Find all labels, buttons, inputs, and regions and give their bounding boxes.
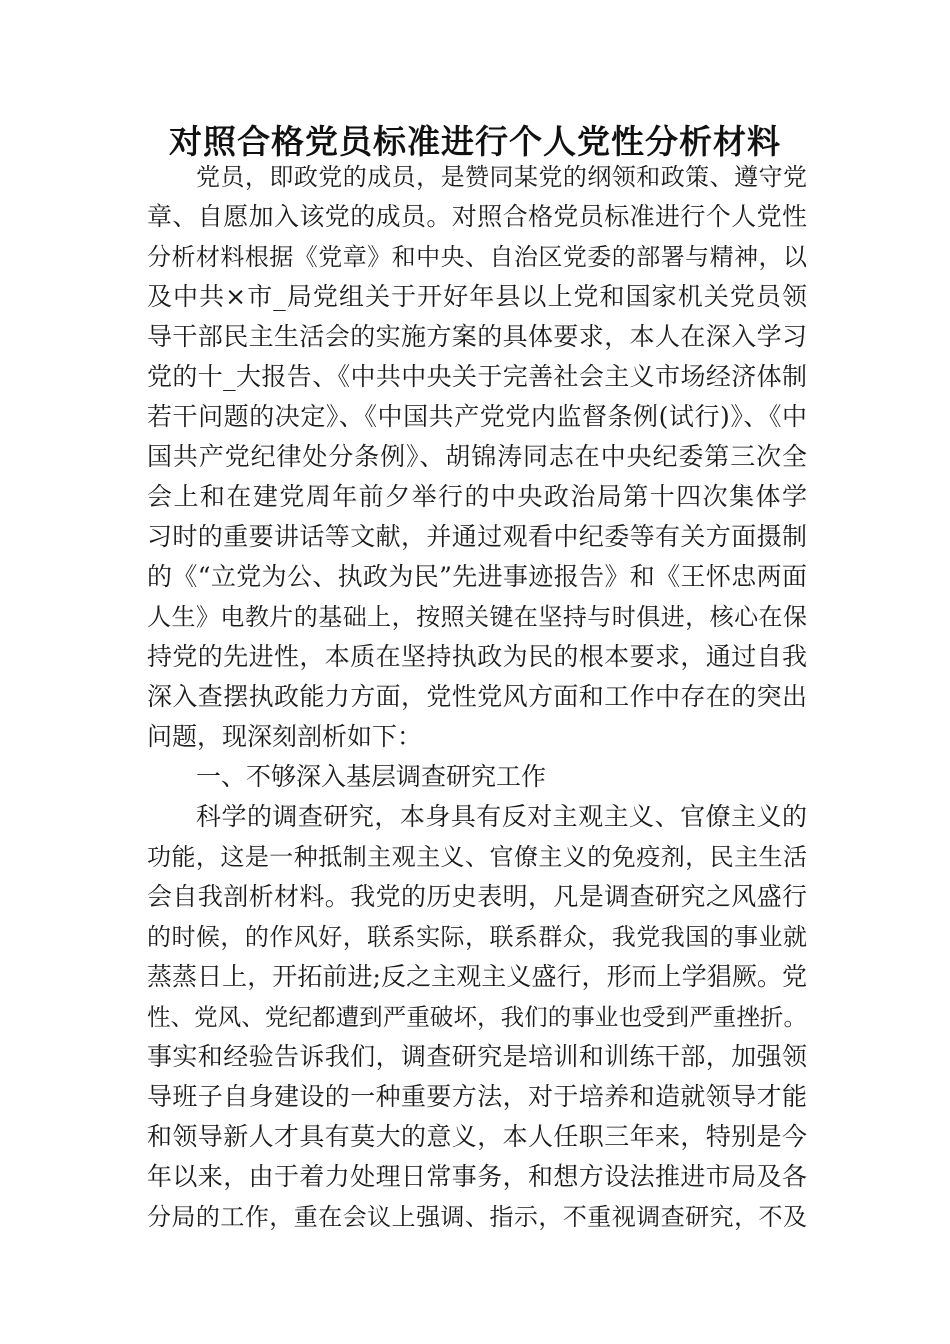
section-heading: 一、不够深入基层调查研究工作 (196, 762, 547, 791)
body-line: 事实和经验告诉我们，调查研究是培训和训练干部，加强领 (147, 1042, 807, 1071)
body-line: 问题，现深刻剖析如下： (147, 722, 423, 751)
body-line: 党员，即政党的成员，是赞同某党的纲领和政策、遵守党 (196, 163, 807, 191)
body-line: 的时候，的作风好，联系实际，联系群众，我党我国的事业就 (147, 923, 807, 951)
body-line: 性、党风、党纪都遭到严重破坏，我们的事业也受到严重挫折。 (147, 1003, 807, 1031)
body-line: 习时的重要讲话等文献，并通过观看中纪委等有关方面摄制 (147, 522, 807, 551)
body-line: 分局的工作，重在会议上强调、指示，不重视调查研究，不及 (147, 1203, 807, 1231)
document-title: 对照合格党员标准进行个人党性分析材料 (169, 122, 781, 161)
body-line: 蒸蒸日上，开拓前进;反之主观主义盛行，形而上学猖厥。党 (147, 962, 807, 991)
body-line: 国共产党纪律处分条例》、胡锦涛同志在中央纪委第三次全 (147, 442, 807, 471)
body-line: 会上和在建党周年前夕举行的中央政治局第十四次集体学 (147, 482, 807, 511)
body-line: 功能，这是一种抵制主观主义、官僚主义的免疫剂，民主生活 (147, 843, 807, 871)
body-line: 章、自愿加入该党的成员。对照合格党员标准进行个人党性 (147, 202, 807, 231)
body-line: 的《“立党为公、执政为民”先进事迹报告》和《王怀忠两面 (147, 562, 807, 591)
body-line: 导班子自身建设的一种重要方法，对于培养和造就领导才能 (147, 1082, 807, 1111)
body-line: 深入查摆执政能力方面，党性党风方面和工作中存在的突出 (147, 682, 807, 711)
body-line: 导干部民主生活会的实施方案的具体要求，本人在深入学习 (147, 322, 807, 351)
body-line: 及中共×市_局党组关于开好年县以上党和国家机关党员领 (147, 282, 807, 311)
body-line: 会自我剖析材料。我党的历史表明，凡是调查研究之风盛行 (147, 882, 807, 911)
body-line: 和领导新人才具有莫大的意义，本人任职三年来，特别是今 (147, 1122, 807, 1151)
body-line: 党的十_大报告、《中共中央关于完善社会主义市场经济体制 (147, 362, 807, 391)
body-line: 科学的调查研究，本身具有反对主观主义、官僚主义的 (196, 802, 807, 831)
body-line: 若干问题的决定》、《中国共产党党内监督条例(试行)》、《中 (147, 402, 807, 431)
body-line: 分析材料根据《党章》和中央、自治区党委的部署与精神，以 (147, 243, 807, 271)
body-line: 年以来，由于着力处理日常事务，和想方设法推进市局及各 (147, 1162, 807, 1191)
body-line: 人生》电教片的基础上，按照关键在坚持与时俱进，核心在保 (147, 603, 807, 631)
body-line: 持党的先进性，本质在坚持执政为民的根本要求，通过自我 (147, 642, 807, 671)
